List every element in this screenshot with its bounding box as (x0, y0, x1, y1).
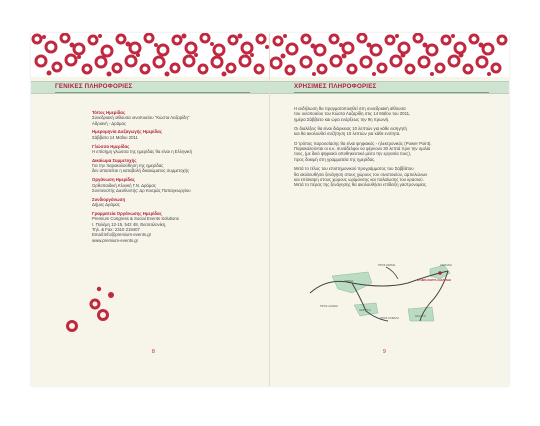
info-text: Email:info@premium-events.gr (92, 232, 152, 238)
section-title: ΧΡΗΣΙΜΕΣ ΠΛΗΡΟΦΟΡΙΕΣ (294, 83, 377, 90)
info-label: Γραμματεία Οργάνωσης Ημερίδας (92, 211, 162, 217)
paragraph-line: Μετά το πέρας της ξενάγησης θα ακολουθήσει επίδειξη γαστρονομίας. (294, 182, 428, 188)
paragraph-line: θα ακολουθήσει ξενάγηση στους χώρους του οινοποιείου, αμπελώνων (294, 171, 428, 177)
paragraph-line: Ο τρόπος παρουσίασης θα είναι ψηφιακός - ηλεκτρονικός (Power Point). (294, 140, 432, 146)
info-label: Γλώσσα Ημερίδας (92, 143, 130, 149)
info-text: Ι. Πολέμη 12-15, 542 48, Θεσσαλονίκη, (92, 221, 167, 227)
info-text: Αδριανή - Δράμας (92, 120, 127, 126)
paragraph-line: Παρακαλούνται οι κ.κ. συνάδελφοι να φέρνουν 30 λεπτά πριν την ομιλία (294, 146, 431, 152)
paragraph-line: και επίσκεψη στους χώρους ωρίμανσης και παλαίωσης του κρασιού. (294, 176, 424, 182)
info-text: Δήμος Δράμας (92, 202, 120, 208)
map-road-main (310, 271, 448, 293)
paragraph-line: ημέρα Σάββατο και ώρα ενάρξεως την 9η πρωινή. (294, 116, 390, 122)
red-dot-pattern (270, 33, 509, 77)
info-text: Ορθοπαιδική Κλινική Γ.Ν. Δράμας (92, 182, 156, 188)
map-label-adriani: ΑΔΡΙΑΝΗ (440, 264, 452, 267)
map-marker-winery (438, 271, 442, 275)
info-label: Δικαίωμα Συμμετοχής (92, 157, 137, 163)
decorative-pattern-header (31, 33, 270, 77)
map-label-choristi: ΧΩΡΙΣΤΗ (359, 309, 371, 312)
info-text: Συντονιστής Διευθυντής: Δρ Κοσμάς Παπαγεωργίου (92, 187, 191, 193)
info-text: www.premium-events.gr (92, 237, 139, 243)
useful-info-text (294, 106, 432, 192)
page-number: 8 (152, 349, 155, 355)
info-block-coorganizer (92, 197, 192, 208)
info-paragraph (294, 166, 432, 187)
info-text: Σάββατο 14 Μαΐου 2011 (92, 134, 138, 140)
paragraph-line: του οινοποιείου του Κώστα Λαζαρίδη στις 14 Μαΐου του 2011, (294, 111, 411, 117)
paragraph-line: προς δοκιμή στη γραμματεία της ημερίδας. (294, 156, 376, 162)
paragraph-line: τους, (με δικό ψηφιακό αποθηκευτικό μέσο την εργασία τους), (294, 151, 411, 157)
band-divider (55, 92, 250, 93)
info-block-language (92, 144, 192, 155)
info-paragraph (294, 106, 432, 122)
info-label: Τόπος Ημερίδας (92, 110, 126, 115)
paragraph-line: Οι διαλέξεις θα είναι διάρκειας 10 λεπτών για κάθε εισηγητή (294, 126, 407, 132)
right-page (270, 33, 509, 386)
info-block-fee (92, 158, 192, 174)
red-dot-pattern (31, 33, 270, 77)
section-band (31, 81, 270, 94)
info-text: δεν απαιτείται η καταβολή δικαιώματος συμμετοχής (92, 168, 190, 174)
page-number: 9 (383, 349, 386, 355)
map-label-to-kavala: ΠΡΟΣ ΚΑΒΑΛΑ (380, 317, 399, 320)
map-label-to-xanthi: ΠΡΟΣ ΞΑΝΘΗ (320, 305, 338, 308)
map-label-doxato: ΔΟΞΑΤΟ (415, 315, 426, 318)
info-block-date (92, 129, 192, 140)
section-band (270, 81, 509, 94)
info-block-secretariat (92, 211, 192, 243)
info-label: Οργάνωση Ημερίδας (92, 177, 135, 183)
band-divider (294, 92, 489, 93)
info-text: Η επίσημη γλώσσα της ημερίδας θα είναι η Ελληνική (92, 148, 192, 154)
general-info-list (92, 110, 192, 246)
info-text: Τηλ. & Fax: 2310 219407 (92, 226, 140, 232)
decorative-pattern-header (270, 33, 509, 77)
map-road-north (386, 267, 398, 279)
info-text: Συνεδριακή αίθουσα οινοποιείου "Κώστα Λαζαρίδη" (92, 115, 190, 121)
info-label: Συνδιοργάνωση (92, 196, 126, 202)
info-paragraph (294, 141, 432, 162)
brochure-spread (31, 33, 509, 386)
paragraph-line: Η εκδήλωση θα πραγματοποιηθεί στη συνεδριακή αίθουσα (294, 106, 406, 111)
map-label-drama: ΔΡΑΜΑ (344, 280, 354, 283)
left-page (31, 33, 270, 386)
section-title: ΓΕΝΙΚΕΣ ΠΛΗΡΟΦΟΡΙΕΣ (55, 83, 133, 90)
map-label-to-drama: ΠΡΟΣ ΔΡΑΜΑ (378, 264, 396, 267)
paragraph-line: και θα ακολουθεί συζήτηση 10 λεπτών για κάθε ενότητα. (294, 131, 401, 137)
info-paragraph (294, 126, 432, 137)
info-block-venue (92, 110, 192, 126)
info-text: Premium Congress & Social Events Solutions (92, 216, 179, 222)
location-map (280, 261, 480, 323)
paragraph-line: Μετά το τέλος του επιστημονικού προγράμματος του Σαββάτου (294, 166, 414, 172)
info-label: Ημερομηνία Διεξαγωγής Ημερίδας (92, 129, 162, 135)
map-label-winery: ΚΤΗΜΑ ΚΩΣΤΑ ΛΑΖΑΡΙΔΗ (417, 279, 451, 282)
info-block-organizer (92, 177, 192, 193)
info-text: Για την παρακολούθηση της ημερίδας (92, 163, 164, 169)
